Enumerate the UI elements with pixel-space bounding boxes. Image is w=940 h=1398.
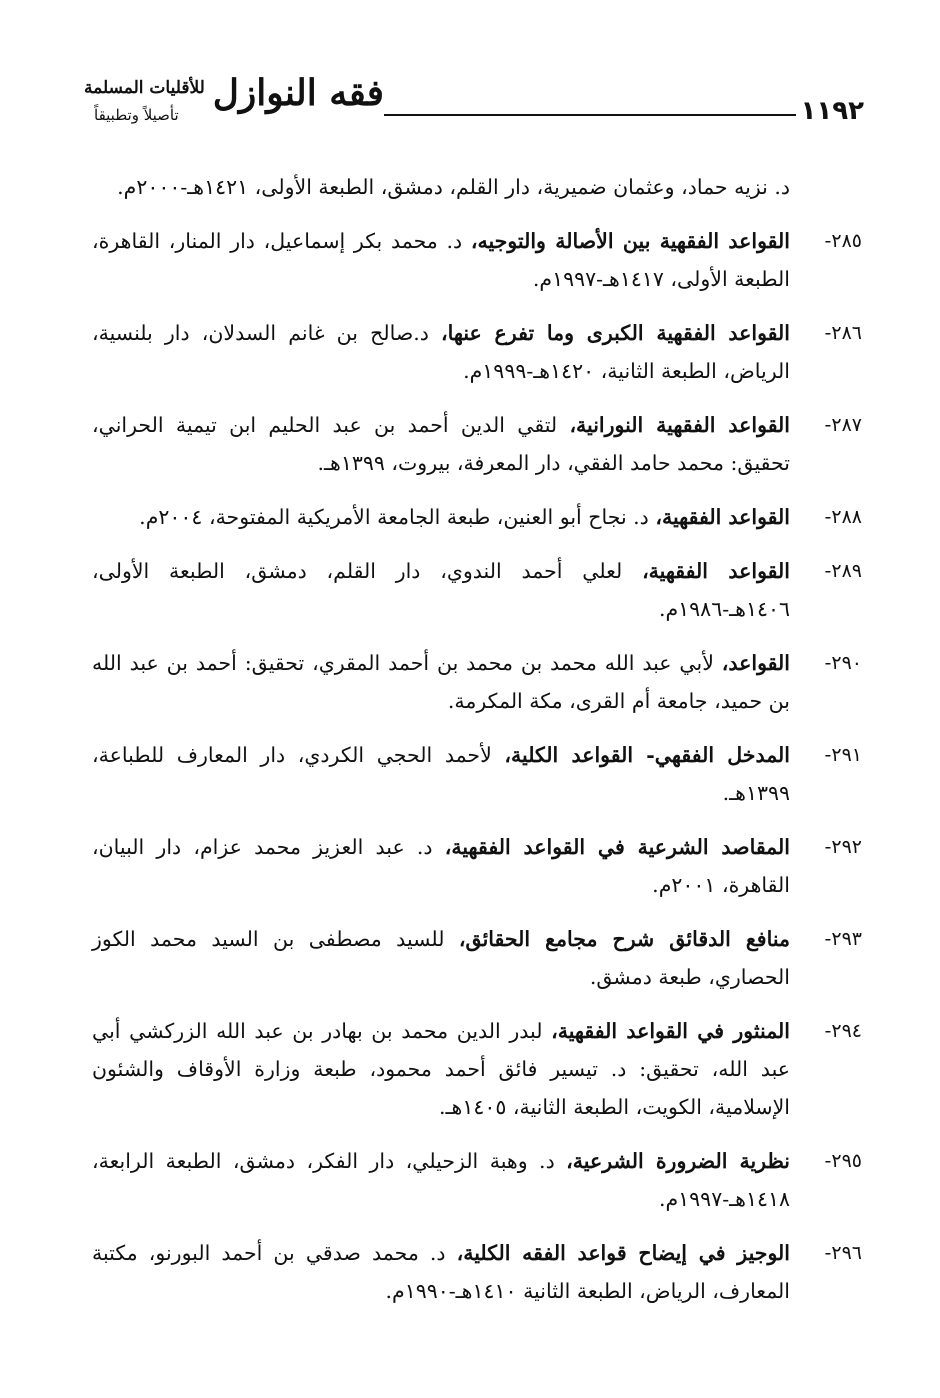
bibliography-entry	[92, 644, 862, 720]
bibliography-entry	[92, 1234, 862, 1310]
entry-text	[92, 736, 790, 812]
entry-title: القواعد الفقهية،	[642, 559, 790, 583]
entry-text	[92, 920, 790, 996]
entry-text	[92, 406, 790, 482]
entry-text	[92, 1142, 790, 1218]
book-subtitle-line2: تأصيلاً وتطبيقاً	[94, 106, 179, 124]
entry-text	[92, 314, 790, 390]
entry-number: ٢٩٢-	[824, 836, 862, 858]
entry-details: د.صالح بن غانم السدلان، دار بلنسية، الرياض، الطبعة الثانية، ١٤٢٠هـ-١٩٩٩م.	[92, 321, 790, 383]
entry-text	[92, 552, 790, 628]
bibliography-entry	[92, 406, 862, 482]
entry-title: القواعد الفقهية الكبرى وما تفرع عنها،	[441, 321, 790, 345]
bibliography-entry	[92, 314, 862, 390]
entry-text	[92, 1234, 790, 1310]
entry-text	[92, 644, 790, 720]
bibliography-entry	[92, 552, 862, 628]
continuation-entry	[92, 168, 862, 206]
entry-title: المدخل الفقهي- القواعد الكلية،	[504, 743, 790, 767]
entry-number: ٢٩١-	[824, 744, 862, 766]
entry-text	[92, 222, 790, 298]
entry-text	[92, 498, 790, 536]
page-number: ١١٩٢	[800, 96, 864, 126]
entry-details: د. عبد العزيز محمد عزام، دار البيان، القاهرة، ٢٠٠١م.	[92, 835, 790, 897]
entry-number: ٢٨٦-	[824, 322, 862, 344]
entry-number: ٢٩٥-	[824, 1150, 862, 1172]
entry-title: القواعد الفقهية النورانية،	[569, 413, 791, 437]
entry-title: الوجيز في إيضاح قواعد الفقه الكلية،	[456, 1241, 790, 1265]
entry-title: القواعد الفقهية بين الأصالة والتوجيه،	[470, 229, 790, 253]
bibliography-entry	[92, 1142, 862, 1218]
entry-details: لعلي أحمد الندوي، دار القلم، دمشق، الطبعة الأولى، ١٤٠٦هـ-١٩٨٦م.	[92, 559, 790, 621]
bibliography-entry	[92, 498, 862, 536]
entry-title: نظرية الضرورة الشرعية،	[566, 1149, 790, 1173]
entry-details: د. نجاح أبو العنين، طبعة الجامعة الأمريكية المفتوحة، ٢٠٠٤م.	[139, 505, 656, 529]
entry-details: لأبي عبد الله محمد بن محمد بن أحمد المقري، تحقيق: أحمد بن عبد الله بن حميد، جامعة أم القرى، مكة المكرمة.	[92, 651, 790, 713]
entry-number: ٢٨٨-	[824, 506, 862, 528]
entry-number: ٢٩٠-	[824, 652, 862, 674]
entry-details: لتقي الدين أحمد بن عبد الحليم ابن تيمية الحراني، تحقيق: محمد حامد الفقي، دار المعرفة، بيروت، ١٣٩٩هـ.	[92, 413, 790, 475]
entry-number: ٢٨٩-	[824, 560, 862, 582]
entry-title: المقاصد الشرعية في القواعد الفقهية،	[444, 835, 790, 859]
entry-title: المنثور في القواعد الفقهية،	[551, 1019, 791, 1043]
bibliography-entry	[92, 828, 862, 904]
entry-number: ٢٩٤-	[824, 1020, 862, 1042]
entry-details: د. وهبة الزحيلي، دار الفكر، دمشق، الطبعة الرابعة، ١٤١٨هـ-١٩٩٧م.	[92, 1149, 790, 1211]
book-title: فقه النوازل	[212, 72, 384, 114]
entry-title: منافع الدقائق شرح مجامع الحقائق،	[458, 927, 790, 951]
entry-number: ٢٩٣-	[824, 928, 862, 950]
entry-text	[92, 1012, 790, 1126]
page-header	[84, 66, 864, 146]
entry-details: د. محمد صدقي بن أحمد البورنو، مكتبة المعارف، الرياض، الطبعة الثانية ١٤١٠هـ-١٩٩٠م.	[92, 1241, 790, 1303]
entry-number: ٢٨٧-	[824, 414, 862, 436]
entry-text	[92, 828, 790, 904]
entry-details: لبدر الدين محمد بن بهادر بن عبد الله الزركشي أبي عبد الله، تحقيق: د. تيسير فائق أحمد محمود، طبعة وزارة الأوقاف والشئون الإسلامية، الكويت، الطبعة الثانية، ١٤٠٥هـ.	[92, 1019, 790, 1119]
bibliography-list	[92, 168, 862, 1326]
running-title	[84, 72, 384, 144]
entry-details: لأحمد الحجي الكردي، دار المعارف للطباعة، ١٣٩٩هـ.	[92, 743, 790, 805]
entry-number: ٢٩٦-	[824, 1242, 862, 1264]
entry-number: ٢٨٥-	[824, 230, 862, 252]
bibliography-entry	[92, 222, 862, 298]
entry-title: القواعد الفقهية،	[655, 505, 790, 529]
book-subtitle-line1: للأقليات المسلمة	[84, 78, 205, 98]
bibliography-entry	[92, 736, 862, 812]
bibliography-entry	[92, 1012, 862, 1126]
header-rule	[384, 114, 796, 116]
entry-details: د. محمد بكر إسماعيل، دار المنار، القاهرة، الطبعة الأولى، ١٤١٧هـ-١٩٩٧م.	[92, 229, 790, 291]
continuation-text: د. نزيه حماد، وعثمان ضميرية، دار القلم، دمشق، الطبعة الأولى، ١٤٢١هـ-٢٠٠٠م.	[117, 175, 790, 199]
entry-details: للسيد مصطفى بن السيد محمد الكوز الحصاري، طبعة دمشق.	[92, 927, 790, 989]
entry-title: القواعد،	[721, 651, 790, 675]
bibliography-entry	[92, 920, 862, 996]
